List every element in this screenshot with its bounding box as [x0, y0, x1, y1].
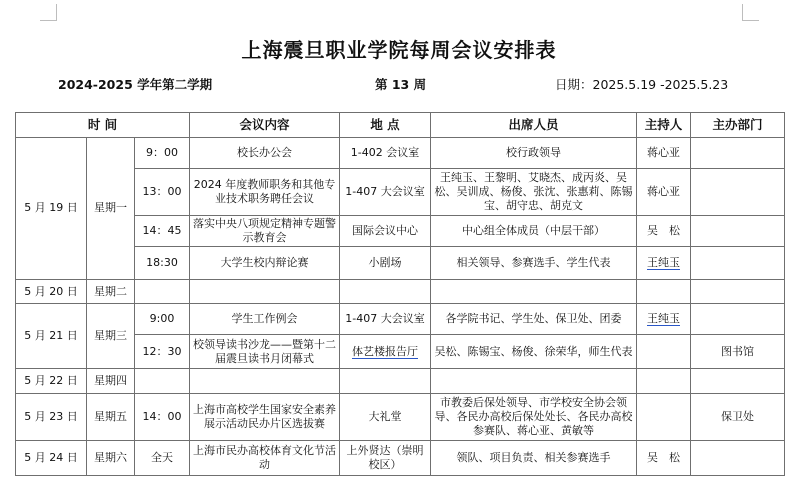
meeting-dept	[691, 216, 785, 247]
table-row	[16, 279, 785, 304]
day-weekday: 星期六	[87, 441, 135, 476]
meeting-location: 大礼堂	[340, 393, 431, 440]
location-link[interactable]: 体艺楼报告厅	[352, 344, 418, 358]
meeting-time: 14：45	[135, 216, 190, 247]
meeting-time: 13：00	[135, 168, 190, 215]
meeting-content: 上海市高校学生国家安全素养展示活动民办片区选拔赛	[190, 393, 340, 440]
meeting-attendees: 相关领导、参赛选手、学生代表	[431, 246, 637, 279]
meeting-attendees: 校行政领导	[431, 138, 637, 169]
meeting-time: 9：00	[135, 138, 190, 169]
meeting-location: 国际会议中心	[340, 216, 431, 247]
col-header-host: 主持人	[637, 113, 691, 138]
meeting-content: 2024 年度教师职务和其他专业技术职务聘任会议	[190, 168, 340, 215]
meeting-host	[637, 335, 691, 369]
meeting-content: 落实中央八项规定精神专题警示教育会	[190, 216, 340, 247]
day-date: 5 月 22 日	[16, 369, 87, 394]
table-row	[16, 393, 785, 440]
day-date: 5 月 21 日	[16, 304, 87, 369]
table-row	[16, 304, 785, 335]
day-date: 5 月 20 日	[16, 279, 87, 304]
col-header-time: 时 间	[16, 113, 190, 138]
day-date: 5 月 19 日	[16, 138, 87, 280]
meeting-host: 蒋心亚	[637, 138, 691, 169]
host-link[interactable]: 王纯玉	[647, 255, 680, 269]
table-row	[16, 369, 785, 394]
meeting-content: 上海市民办高校体育文化节活动	[190, 441, 340, 476]
meeting-time: 14：00	[135, 393, 190, 440]
meeting-time: 9:00	[135, 304, 190, 335]
meeting-location	[340, 335, 431, 369]
meeting-attendees: 市教委后保处领导、市学校安全协会领导、各民办高校后保处处长、各民办高校参赛队、蒋心亚、黄敏等	[431, 393, 637, 440]
meeting-attendees: 各学院书记、学生处、保卫处、团委	[431, 304, 637, 335]
meeting-time: 12：30	[135, 335, 190, 369]
day-weekday: 星期一	[87, 138, 135, 280]
meeting-attendees: 吴松、陈锡宝、杨俊、徐荣华，师生代表	[431, 335, 637, 369]
meeting-host: 吴 松	[637, 216, 691, 247]
meeting-dept	[691, 441, 785, 476]
meeting-host: 蒋心亚	[637, 168, 691, 215]
meeting-attendees: 王纯玉、王黎明、艾晓杰、成丙炎、吴松、吴训成、杨俊、张沈、张惠莉、陈锡宝、胡守忠、胡克文	[431, 168, 637, 215]
meeting-host	[637, 246, 691, 279]
table-row	[16, 138, 785, 169]
meeting-host	[637, 304, 691, 335]
table-row	[16, 441, 785, 476]
meeting-attendees: 中心组全体成员（中层干部）	[431, 216, 637, 247]
meeting-dept: 保卫处	[691, 393, 785, 440]
meeting-attendees: 领队、项目负责、相关参赛选手	[431, 441, 637, 476]
col-header-content: 会议内容	[190, 113, 340, 138]
meeting-time: 18:30	[135, 246, 190, 279]
meeting-location: 小剧场	[340, 246, 431, 279]
page-corner-mark-right	[742, 4, 759, 21]
meeting-content: 校长办公会	[190, 138, 340, 169]
day-weekday: 星期五	[87, 393, 135, 440]
host-link[interactable]: 王纯玉	[647, 312, 680, 326]
meeting-dept	[691, 304, 785, 335]
meeting-dept	[691, 246, 785, 279]
document-title: 上海震旦职业学院每周会议安排表	[241, 38, 557, 62]
day-weekday: 星期三	[87, 304, 135, 369]
col-header-dept: 主办部门	[691, 113, 785, 138]
meeting-content: 大学生校内辩论赛	[190, 246, 340, 279]
meeting-dept: 图书馆	[691, 335, 785, 369]
schedule-table	[15, 112, 785, 476]
term-label: 2024-2025 学年第二学期	[58, 77, 213, 92]
meeting-location: 1-402 会议室	[340, 138, 431, 169]
meeting-dept	[691, 138, 785, 169]
week-label: 第 13 周	[375, 77, 427, 92]
meeting-location: 上外贤达（崇明校区）	[340, 441, 431, 476]
meeting-content: 学生工作例会	[190, 304, 340, 335]
table-header-row	[16, 113, 785, 138]
col-header-attendees: 出席人员	[431, 113, 637, 138]
meeting-location: 1-407 大会议室	[340, 304, 431, 335]
day-weekday: 星期四	[87, 369, 135, 394]
day-date: 5 月 24 日	[16, 441, 87, 476]
day-date: 5 月 23 日	[16, 393, 87, 440]
meeting-content: 校领导读书沙龙——暨第十二届震旦读书月闭幕式	[190, 335, 340, 369]
meeting-time: 全天	[135, 441, 190, 476]
meeting-host: 吴 松	[637, 441, 691, 476]
meeting-dept	[691, 168, 785, 215]
page-corner-mark-left	[40, 4, 57, 21]
date-range: 日期：2025.5.19 -2025.5.23	[555, 77, 729, 92]
col-header-location: 地 点	[340, 113, 431, 138]
meeting-host	[637, 393, 691, 440]
day-weekday: 星期二	[87, 279, 135, 304]
meeting-location: 1-407 大会议室	[340, 168, 431, 215]
